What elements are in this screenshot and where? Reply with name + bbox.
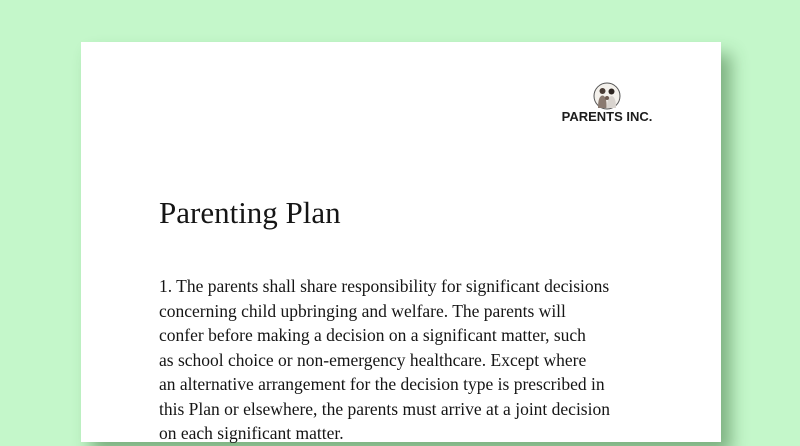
company-logo-text: PARENTS INC. — [561, 109, 653, 124]
family-portrait-icon — [593, 82, 621, 110]
clause-line: confer before making a decision on a significant matter, such — [159, 325, 586, 345]
clause-line: an alternative arrangement for the decision type is prescribed in — [159, 374, 605, 394]
clause-line: 1. The parents shall share responsibility for significant decisions — [159, 276, 610, 296]
clause-line: on each significant matter. — [159, 423, 344, 443]
company-logo — [557, 82, 657, 124]
clause-line: concerning child upbringing and welfare. The parents will — [159, 300, 566, 321]
document-title: Parenting Plan — [159, 195, 341, 230]
clause-line: as school choice or non-emergency healthcare. Except where — [159, 349, 587, 370]
clause-line: this Plan or elsewhere, the parents must arrive at a joint decision — [159, 398, 610, 419]
document-page — [81, 42, 721, 442]
